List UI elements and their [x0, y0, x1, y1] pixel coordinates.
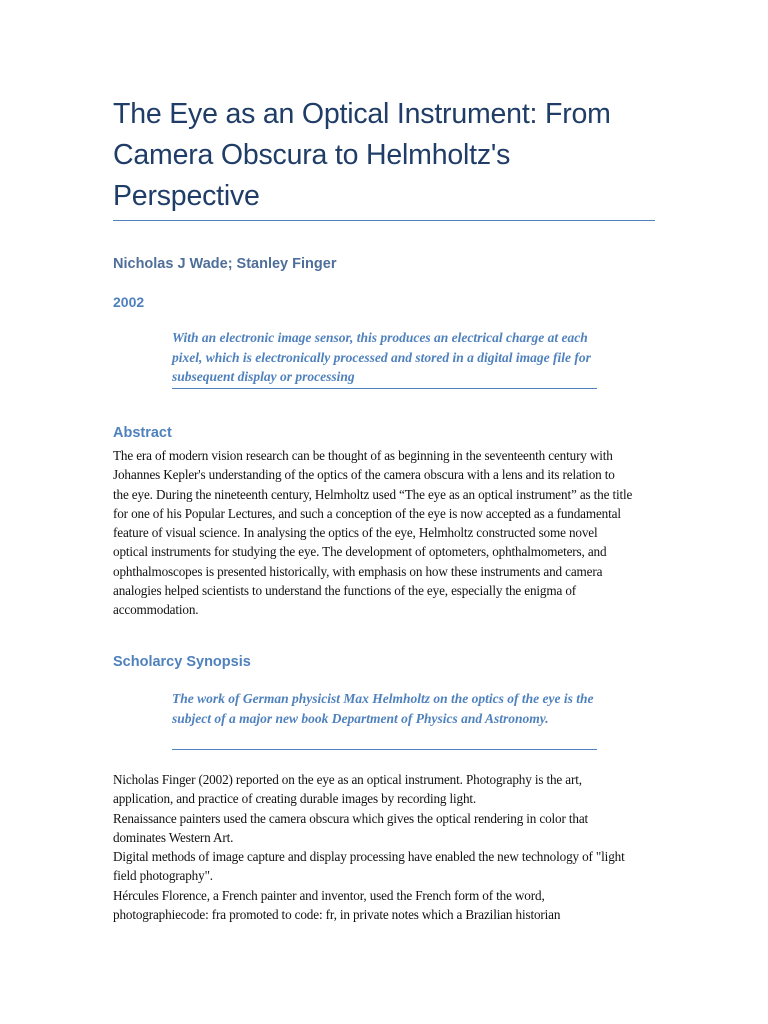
- title-divider: [113, 220, 655, 221]
- abstract-heading: Abstract: [113, 425, 172, 441]
- synopsis-paragraph: Renaissance painters used the camera obscura which gives the optical rendering in color that dominates Western Art.: [113, 810, 589, 845]
- synopsis-paragraph: Nicholas Finger (2002) reported on the eye as an optical instrument. Photography is the art, application, and practice of creating durable images by recording light.: [113, 772, 582, 807]
- synopsis-text: [113, 770, 643, 924]
- paper-authors: Nicholas J Wade; Stanley Finger: [113, 256, 337, 272]
- pull-quote-2: The work of German physicist Max Helmholtz on the optics of the eye is the subject of a major new book Department of Physics and Astronomy.: [172, 691, 594, 726]
- pull-quote-1-divider: [172, 388, 597, 389]
- paper-title: The Eye as an Optical Instrument: From Camera Obscura to Helmholtz's Perspective: [113, 98, 611, 212]
- pull-quote-1: With an electronic image sensor, this produces an electrical charge at each pixel, which is electronically processed and stored in a digital image file for subsequent display or processing: [172, 330, 591, 384]
- synopsis-paragraph: Digital methods of image capture and display processing have enabled the new technology of "light field photography".: [113, 849, 625, 884]
- synopsis-paragraph: Hércules Florence, a French painter and inventor, used the French form of the word, photographiecode: fra promoted to code: fr, in private notes which a Brazilian historian: [113, 887, 561, 923]
- abstract-text: The era of modern vision research can be thought of as beginning in the seventeenth century with Johannes Kepler's understanding of the optics of the camera obscura with a lens and its relation to the eye. During the nineteenth century, Helmholtz used “The eye as an optical instrument” as the title for one of his Popular Lectures, and such a conception of the eye is now accepted as a fundamental feature of visual science. In analysing the optics of the eye, Helmholtz constructed some novel optical instruments for studying the eye. The development of optometers, ophthalmometers, and ophthalmoscopes is presented historically, with emphasis on how these instruments and camera analogies helped scientists to understand the functions of the eye, especially the enigma of accommodation.: [113, 448, 633, 618]
- pull-quote-2-divider: [172, 749, 597, 750]
- paper-year: 2002: [113, 294, 145, 310]
- synopsis-heading: Scholarcy Synopsis: [113, 654, 251, 670]
